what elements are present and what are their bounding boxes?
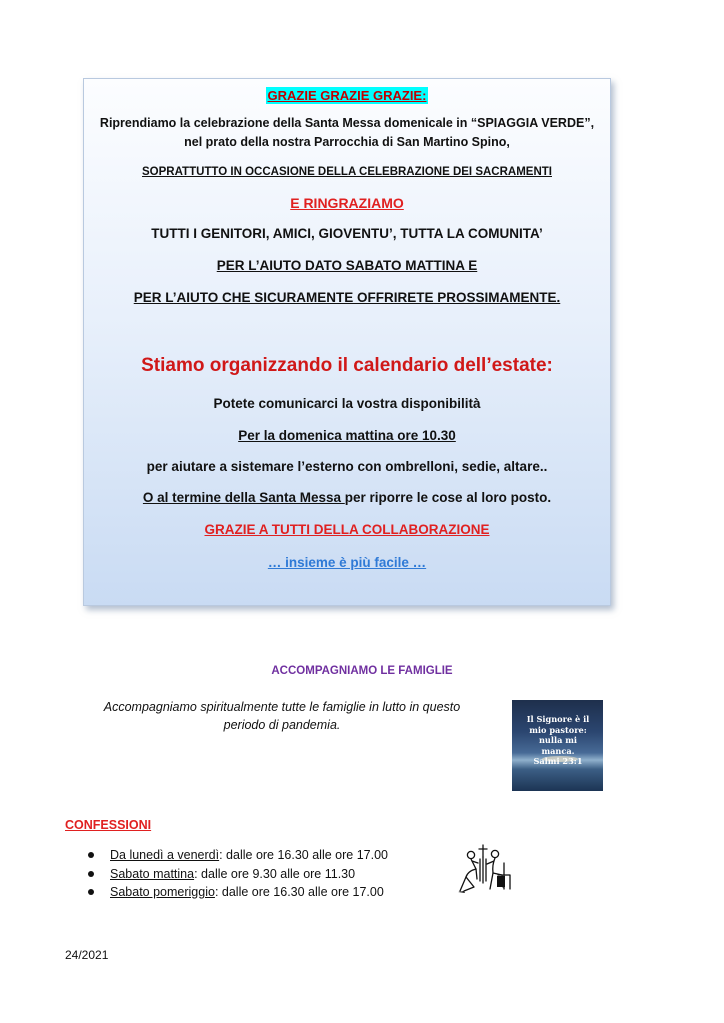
after-mass-underlined: O al termine della Santa Messa	[142, 490, 345, 505]
confessions-schedule-list	[88, 846, 388, 902]
ringraziamo-heading: E RINGRAZIAMO	[290, 195, 404, 211]
confession-icon	[456, 843, 514, 895]
thanks-recipients: TUTTI I GENITORI, AMICI, GIOVENTU’, TUTTA LA COMUNITA’	[151, 226, 543, 241]
list-item	[88, 846, 388, 865]
help-saturday-line: PER L’AIUTO DATO SABATO MATTINA E	[216, 258, 478, 273]
schedule-hours: : dalle ore 16.30 alle ore 17.00	[219, 848, 388, 862]
bullet-icon	[88, 889, 94, 895]
sacramenti-line: SOPRATTUTTO IN OCCASIONE DELLA CELEBRAZIONE DEI SACRAMENTI	[142, 166, 552, 178]
setup-help-line: per aiutare a sistemare l’esterno con ombrelloni, sedie, altare..	[146, 459, 548, 474]
help-future-line: PER L’AIUTO CHE SICURAMENTE OFFRIRETE PROSSIMAMENTE.	[133, 290, 561, 305]
families-text: Accompagniamo spiritualmente tutte le famiglie in lutto in questo periodo di pandemia.	[103, 700, 461, 732]
announcement-title: GRAZIE GRAZIE GRAZIE:	[267, 88, 427, 103]
after-mass-rest: per riporre le cose al loro posto.	[344, 490, 552, 505]
intro-line-1: Riprendiamo la celebrazione della Santa Messa domenicale in “SPIAGGIA VERDE”,	[99, 116, 595, 130]
bullet-icon	[88, 871, 94, 877]
psalm-line-2: mio pastore:	[529, 724, 587, 735]
page-number: 24/2021	[65, 948, 109, 962]
thanks-collaboration-line: GRAZIE A TUTTI DELLA COLLABORAZIONE	[204, 522, 490, 537]
psalm-line-5: Salmi 23:1	[533, 756, 583, 767]
psalm-card-image	[512, 700, 603, 791]
announcement-title-line	[84, 87, 610, 105]
calendar-heading: Stiamo organizzando il calendario dell’estate:	[141, 355, 553, 376]
bullet-icon	[88, 852, 94, 858]
schedule-day: Sabato pomeriggio	[110, 885, 215, 899]
psalm-line-3: nulla mi	[538, 735, 578, 746]
after-mass-line	[84, 490, 610, 505]
list-item	[88, 865, 388, 884]
psalm-line-4: manca.	[541, 745, 575, 756]
list-item	[88, 883, 388, 902]
schedule-day: Da lunedì a venerdì	[110, 848, 220, 862]
schedule-hours: : dalle ore 9.30 alle ore 11.30	[194, 866, 356, 881]
announcement-box	[83, 78, 611, 606]
schedule-hours: : dalle ore 16.30 alle ore 17.00	[214, 885, 384, 899]
psalm-card-text	[515, 714, 601, 767]
sunday-time-line: Per la domenica mattina ore 10.30	[238, 428, 456, 443]
confessions-title: CONFESSIONI	[65, 818, 152, 832]
intro-line-2: nel prato della nostra Parrocchia di San Martino Spino,	[184, 135, 510, 149]
availability-line: Potete comunicarci la vostra disponibilità	[213, 396, 481, 411]
psalm-line-1: Il Signore è il	[526, 714, 590, 724]
families-section-title: ACCOMPAGNIAMO LE FAMIGLIE	[271, 665, 453, 677]
together-easier-line: … insieme è più facile …	[267, 555, 427, 570]
schedule-day: Sabato mattina	[110, 866, 195, 881]
